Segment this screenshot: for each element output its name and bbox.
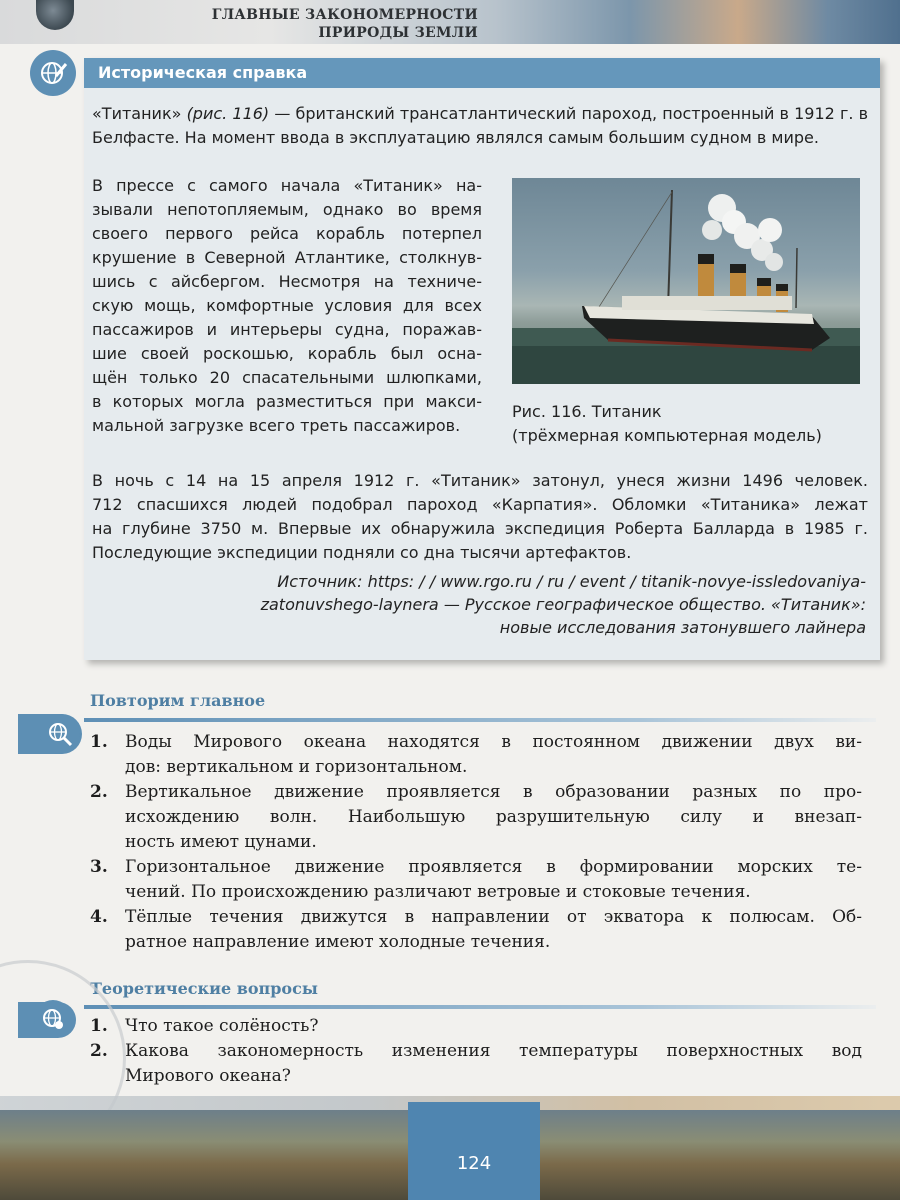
list-item-number: 3. — [90, 857, 108, 877]
list-item-number: 4. — [90, 907, 108, 927]
text-line: пассажиров и интерьеры судна, поражав- — [92, 320, 482, 339]
figure-caption: Рис. 116. Титаник (трёхмерная компьютерная модель) — [512, 402, 822, 445]
list-item — [90, 1014, 862, 1039]
titanic-image — [512, 178, 860, 384]
source-line: новые исследования затонувшего лайнера — [499, 618, 866, 637]
text-line: скую мощь, комфортные условия для всех — [92, 296, 482, 315]
chapter-title: ГЛАВНЫЕ ЗАКОНОМЕРНОСТИ ПРИРОДЫ ЗЕМЛИ — [211, 7, 478, 41]
list-item-text: Мирового океана? — [125, 1066, 291, 1086]
list-item — [90, 905, 862, 955]
list-item — [90, 730, 862, 780]
questions-list — [90, 1014, 862, 1089]
source-line: zatonuvshego-laynera — Русское географическое общество. «Титаник»: — [260, 595, 866, 614]
source-line: Источник: https: / / www.rgo.ru / ru / event / titanik-novye-issledovaniya- — [277, 572, 866, 591]
list-item-text: Вертикальное движение проявляется в образовании разных по про- — [125, 782, 862, 802]
questions-divider — [84, 1005, 876, 1009]
text-line: шись с айсбергом. Несмотря на техниче- — [92, 272, 482, 291]
globe-pen-icon — [30, 50, 76, 96]
globe-magnifier-icon — [40, 714, 80, 754]
text-line: 712 спасшихся людей подобрал пароход «Карпатия». Обломки «Титаника» лежат — [92, 495, 868, 514]
summary-list — [90, 730, 862, 955]
list-item-number: 2. — [90, 782, 108, 802]
list-item-text: Горизонтальное движение проявляется в формировании морских те- — [125, 857, 862, 877]
text-line: зывали непотопляемым, однако во время — [92, 200, 482, 219]
list-item-text: исхождению волн. Наибольшую разрушительную силу и внезап- — [125, 807, 862, 827]
page-number: 124 — [456, 1153, 492, 1174]
questions-title: Теоретические вопросы — [90, 979, 318, 998]
list-item-number: 1. — [90, 732, 108, 752]
note-paragraph-1: «Титаник» (рис. 116) — британский трансатлантический пароход, построенный в 1912 г. в Белфасте. На момент ввода в эксплуатацию являлся самым большим судном в мире. — [92, 104, 869, 147]
text-line: крушение в Северной Атлантике, столкнув- — [92, 248, 482, 267]
list-item-text: чений. По происхождению различают ветровые и стоковые течения. — [125, 882, 751, 902]
list-item-text: дов: вертикальном и горизонтальном. — [125, 757, 468, 777]
summary-divider — [84, 718, 876, 722]
source-citation — [120, 570, 866, 639]
list-item — [90, 855, 862, 905]
list-item-text: Воды Мирового океана находятся в постоянном движении двух ви- — [125, 732, 862, 752]
list-item-text: Тёплые течения движутся в направлении от экватора к полюсам. Об- — [125, 907, 862, 927]
text-line: своего первого рейса корабль потерпел — [92, 224, 482, 243]
list-item-number: 1. — [90, 1016, 108, 1036]
note-paragraph-3 — [92, 469, 868, 565]
text-line: на глубине 3750 м. Впервые их обнаружила экспедиция Роберта Балларда в 1985 г. — [92, 519, 868, 538]
list-item-text: ность имеют цунами. — [125, 832, 317, 852]
text-line: щён только 20 спасательными шлюпками, — [92, 368, 482, 387]
list-item-number: 2. — [90, 1041, 108, 1061]
summary-title: Повторим главное — [90, 691, 266, 710]
note-paragraph-2 — [92, 174, 482, 438]
list-item — [90, 780, 862, 855]
list-item-text: Какова закономерность изменения температуры поверхностных вод — [125, 1041, 862, 1061]
text-line: в которых могла разместиться при макси- — [92, 392, 482, 411]
page-number-tab — [408, 1102, 540, 1200]
list-item-text: ратное направление имеют холодные течения. — [125, 932, 551, 952]
text-line: В ночь с 14 на 15 апреля 1912 г. «Титаник» затонул, унеся жизни 1496 человек. — [92, 471, 868, 490]
text-line: мальной загрузке всего треть пассажиров. — [92, 416, 461, 435]
text-line: шие своей роскошью, корабль был осна- — [92, 344, 482, 363]
text-line: В прессе с самого начала «Титаник» на- — [92, 176, 482, 195]
list-item — [90, 1039, 862, 1089]
historical-note-title: Историческая справка — [98, 63, 308, 82]
text-line: Последующие экспедиции подняли со дна тысячи артефактов. — [92, 543, 632, 562]
list-item-text: Что такое солёность? — [125, 1016, 319, 1036]
